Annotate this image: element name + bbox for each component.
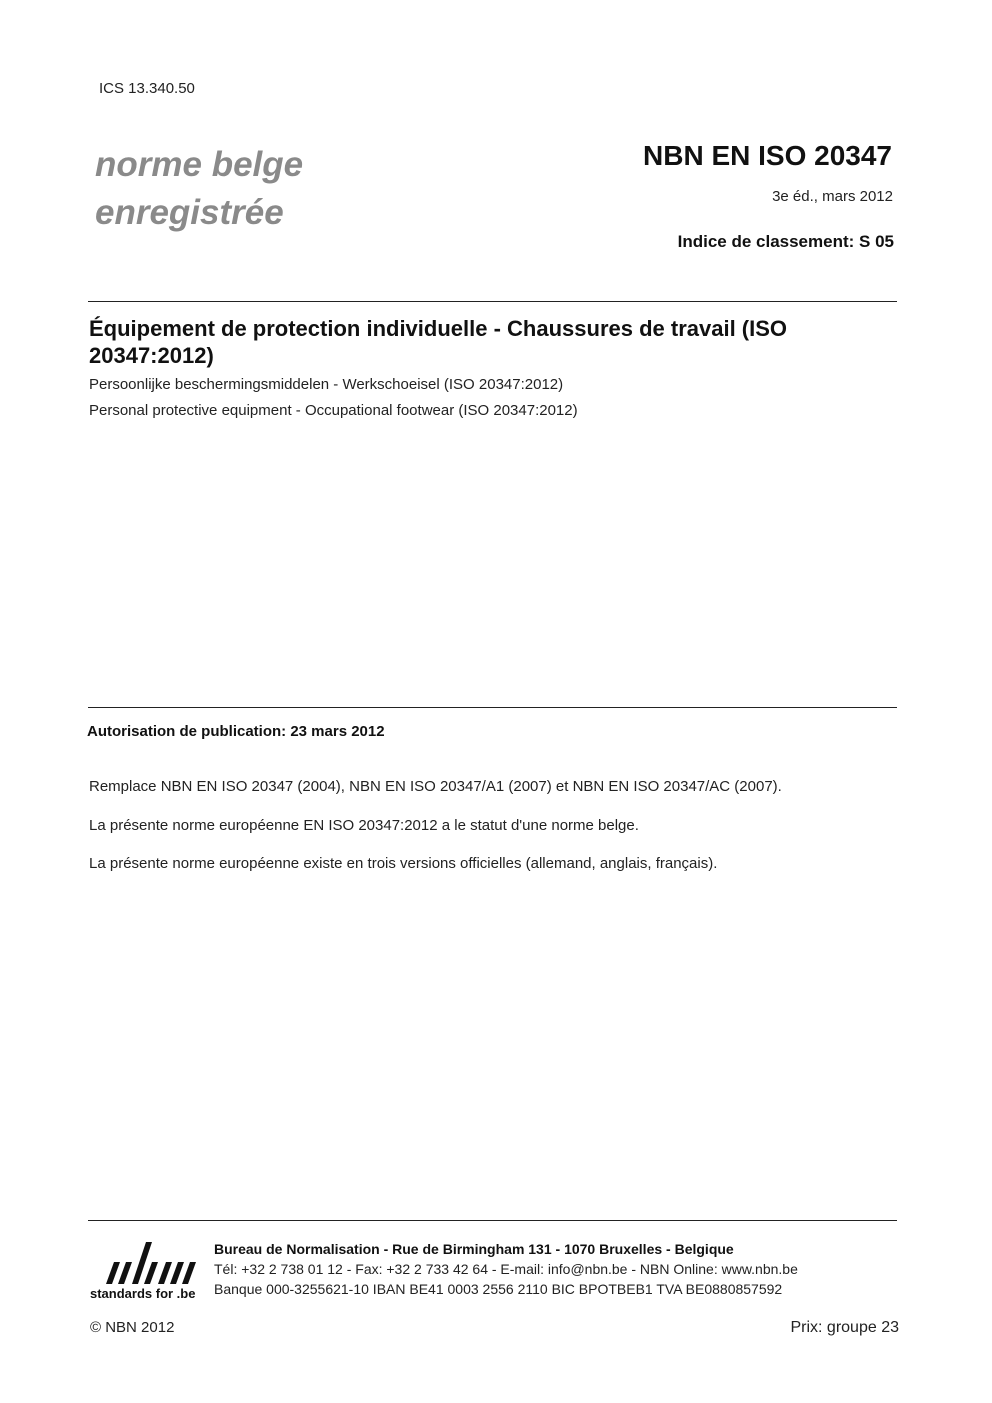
brand-heading [95, 141, 303, 237]
publication-authorization: Autorisation de publication: 23 mars 2012 [87, 723, 385, 740]
document-id: NBN EN ISO 20347 [643, 140, 892, 171]
copyright: © NBN 2012 [90, 1319, 175, 1336]
edition-date: 3e éd., mars 2012 [772, 188, 893, 205]
footer-contact: Tél: +32 2 738 01 12 - Fax: +32 2 733 42 64 - E-mail: info@nbn.be - NBN Online: www.nbn.be [214, 1261, 798, 1277]
logo-tagline: standards for .be [90, 1286, 196, 1301]
versions-paragraph: La présente norme européenne existe en trois versions officielles (allemand, anglais, français). [89, 855, 718, 872]
price-group: Prix: groupe 23 [790, 1319, 899, 1336]
replaces-paragraph: Remplace NBN EN ISO 20347 (2004), NBN EN ISO 20347/A1 (2007) et NBN EN ISO 20347/AC (2007). [89, 778, 782, 795]
brand-line-1: norme belge [95, 145, 304, 184]
title-english: Personal protective equipment - Occupational footwear (ISO 20347:2012) [89, 402, 578, 419]
footer-divider [88, 1220, 897, 1221]
ics-code: ICS 13.340.50 [99, 80, 195, 97]
classification-index: Indice de classement: S 05 [677, 232, 894, 251]
nbn-logo [88, 1228, 200, 1304]
footer-bank: Banque 000-3255621-10 IBAN BE41 0003 2556 2110 BIC BPOTBEB1 TVA BE0880857592 [214, 1281, 783, 1297]
middle-divider [88, 707, 897, 708]
title-french: Équipement de protection individuelle - Chaussures de travail (ISO 20347:2012) [89, 316, 788, 368]
brand-line-2: enregistrée [95, 193, 284, 232]
status-paragraph: La présente norme européenne EN ISO 20347:2012 a le statut d'une norme belge. [89, 817, 639, 834]
title-dutch: Persoonlijke beschermingsmiddelen - Werkschoeisel (ISO 20347:2012) [89, 376, 564, 393]
footer-address: Bureau de Normalisation - Rue de Birmingham 131 - 1070 Bruxelles - Belgique [214, 1241, 734, 1257]
top-divider [88, 301, 897, 302]
